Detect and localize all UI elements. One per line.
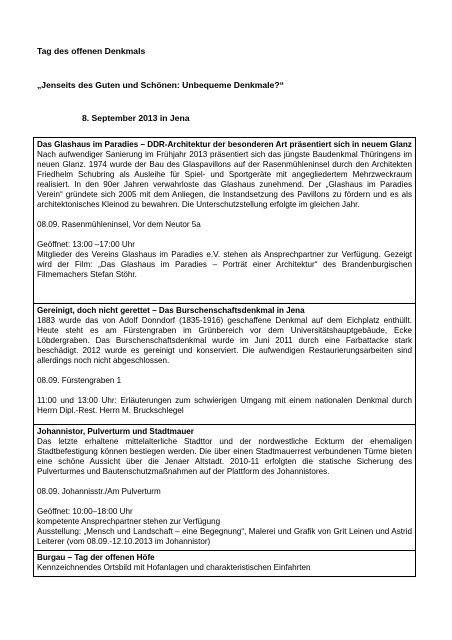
table-row xyxy=(34,138,416,304)
table-row xyxy=(34,425,416,551)
table-row xyxy=(34,304,416,425)
section-address: 08.09. Fürstengraben 1 xyxy=(37,376,122,385)
section-body: Kennzeichnendes Ortsbild mit Hofanlagen und charakteristischen Einfahrten xyxy=(37,563,311,572)
section-heading: Johannistor, Pulverturm und Stadtmauer xyxy=(37,427,194,436)
section-address: 08.09. Rasenmühleninsel, Vor dem Neutor 5a xyxy=(37,220,201,229)
section-johannistor xyxy=(34,425,416,551)
section-heading: Gereinigt, doch nicht gerettet – Das Burschenschaftsdenkmal in Jena xyxy=(37,306,305,315)
section-details: Mitglieder des Vereins Glashaus im Paradies e.V. stehen als Ansprechpartner zur Verfügung. Gezeigt wird der Film: „Das Glashaus im Paradies – Porträt einer Architektur“ des Brandenburgischen Filmemachers Stefan Stöhr. xyxy=(37,250,412,279)
document-subtitle: „Jenseits des Guten und Schönen: Unbequeme Denkmale?“ xyxy=(37,80,284,90)
section-heading: Burgau – Tag der offenen Höfe xyxy=(37,553,155,562)
section-heading: Das Glashaus im Paradies – DDR-Architektur der besonderen Art präsentiert sich in neuem Glanz xyxy=(37,140,412,149)
section-body: Nach aufwendiger Sanierung im Frühjahr 2013 präsentiert sich das jüngste Baudenkmal Thüringens im neuen Glanz. 1974 wurde der Bau des Glaspavillons auf der Rasenmühleninsel durch den Architekten Friedhelm Schubring als Ausleihe für Spiel- und Sportgeräte mit angegliedertem Mehrzweckraum realisiert. In den 90er Jahren verwahrloste das Glashaus zunehmend. Der „Glashaus im Paradies Verein“ gründete sich 2005 mit dem Anliegen, die Instandsetzung des Pavillons zu fördern und es als architektonisches Kleinod zu bewahren. Die Unterschutzstellung erfolgte im gleichen Jahr. xyxy=(37,150,412,209)
section-exhibition: Ausstellung: „Mensch und Landschaft – eine Begegnung“, Malerei und Grafik von Grit Leinen und Astrid Leiterer (vom 08.09.-12.10.2013 im Johannistor) xyxy=(37,527,412,546)
section-details: 11:00 und 13:00 Uhr: Erläuterungen zum schwierigen Umgang mit einem nationalen Denkmal durch Herrn Dipl.-Rest. Herrn M. Bruckschlegel xyxy=(37,396,412,415)
table-row xyxy=(34,551,416,577)
events-table xyxy=(33,137,416,577)
event-date: 8. September 2013 in Jena xyxy=(82,113,190,123)
document-title: Tag des offenen Denkmals xyxy=(37,46,146,56)
section-glashaus xyxy=(34,138,416,304)
section-body: 1883 wurde das von Adolf Donndorf (1835-1916) geschaffene Denkmal auf dem Eichplatz enthüllt. Heute steht es am Fürstengraben im Grünbereich vor dem Universitätshauptgebäude, Ecke Löbdergraben. Das Burschenschaftsdenkmal wurde im Juni 2011 durch eine Farbattacke stark beschädigt. 2012 wurde es gereinigt und konserviert. Die aufwendigen Restaurierungsarbeiten sind allerdings noch nicht abgeschlossen. xyxy=(37,316,412,365)
section-body: Das letzte erhaltene mittelalterliche Stadttor und der nordwestliche Eckturm der ehemaligen Stadtbefestigung können bestiegen werden. Die über einen Stadtmauerrest verbundenen Türme bieten eine schöne Aussicht über die Jenaer Altstadt. 2010-11 erfolgten die statische Sicherung des Pulverturmes und Bautenschutzmaßnahmen auf der Plattform des Johannistores. xyxy=(37,437,412,476)
section-address: 08.09. Johannisstr./Am Pulverturm xyxy=(37,487,161,496)
section-burschenschaftsdenkmal xyxy=(34,304,416,425)
section-hours: Geöffnet: 10:00–18:00 Uhr xyxy=(37,507,133,516)
section-details: kompetente Ansprechpartner stehen zur Verfügung xyxy=(37,517,221,526)
section-burgau xyxy=(34,551,416,577)
section-hours: Geöffnet: 13:00 –17:00 Uhr xyxy=(37,240,135,249)
